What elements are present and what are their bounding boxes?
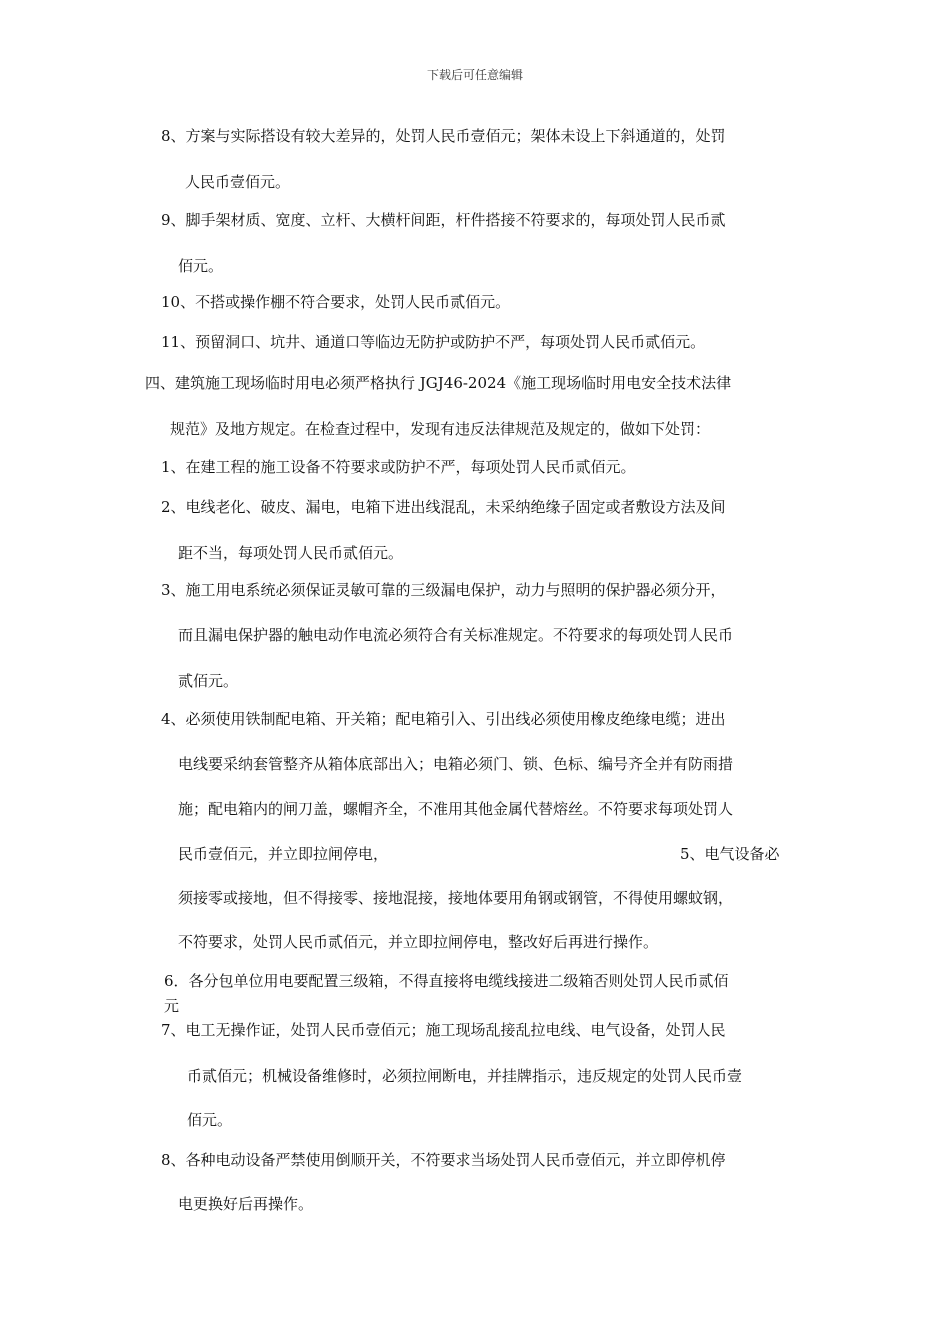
text-line: 电更换好后再操作。 [178, 1195, 314, 1213]
text-line: 3、施工用电系统必须保证灵敏可靠的三级漏电保护，动力与照明的保护器必须分开， [161, 581, 726, 599]
text-line: 须接零或接地，但不得接零、接地混接，接地体要用角钢或钢管，不得使用螺蚊钢， [178, 889, 734, 907]
text-line: 元 [164, 997, 180, 1015]
text-line: 9、脚手架材质、宽度、立杆、大横杆间距，杆件搭接不符要求的，每项处罚人民币贰 [161, 211, 726, 229]
text-line: 4、必须使用铁制配电箱、开关箱；配电箱引入、引出线必须使用橡皮绝缘电缆；进出 [161, 710, 726, 728]
text-line: 施；配电箱内的闸刀盖，螺帽齐全，不准用其他金属代替熔丝。不符要求每项处罚人 [178, 800, 734, 818]
text-line: 四、建筑施工现场临时用电必须严格执行 JGJ46-2024《施工现场临时用电安全技术法律 [145, 374, 732, 392]
text-line: 而且漏电保护器的触电动作电流必须符合有关标准规定。不符要求的每项处罚人民币 [178, 626, 734, 644]
text-line: 8、方案与实际搭设有较大差异的，处罚人民币壹佰元；架体未设上下斜通道的，处罚 [161, 127, 726, 145]
text-line: 佰元。 [187, 1111, 233, 1129]
text-line: 1、在建工程的施工设备不符要求或防护不严，每项处罚人民币贰佰元。 [161, 458, 636, 476]
text-line: 11、预留洞口、坑井、通道口等临边无防护或防护不严，每项处罚人民币贰佰元。 [161, 333, 706, 351]
text-line: 贰佰元。 [178, 672, 239, 690]
text-line: 10、不搭或操作棚不符合要求，处罚人民币贰佰元。 [161, 293, 511, 311]
text-line: 2、电线老化、破皮、漏电，电箱下进出线混乱，未采纳绝缘子固定或者敷设方法及间 [161, 498, 726, 516]
text-line: 民币壹佰元，并立即拉闸停电， [178, 845, 389, 863]
text-line: 距不当，每项处罚人民币贰佰元。 [178, 544, 404, 562]
text-line: 人民币壹佰元。 [185, 173, 291, 191]
text-line: 电线要采纳套管整齐从箱体底部出入；电箱必须门、锁、色标、编号齐全并有防雨措 [178, 755, 734, 773]
text-line: 6．各分包单位用电要配置三级箱，不得直接将电缆线接进二级箱否则处罚人民币贰佰 [164, 972, 729, 990]
text-line: 币贰佰元；机械设备维修时，必须拉闸断电，并挂牌指示，违反规定的处罚人民币壹 [187, 1067, 743, 1085]
text-line: 不符要求，处罚人民币贰佰元，并立即拉闸停电，整改好后再进行操作。 [178, 933, 659, 951]
text-line: 8、各种电动设备严禁使用倒顺开关，不符要求当场处罚人民币壹佰元，并立即停机停 [161, 1151, 726, 1169]
page-header: 下载后可任意编辑 [426, 68, 523, 82]
text-line: 5、电气设备必 [680, 845, 780, 863]
text-line: 佰元。 [178, 257, 224, 275]
text-line: 7、电工无操作证，处罚人民币壹佰元；施工现场乱接乱拉电线、电气设备，处罚人民 [161, 1021, 726, 1039]
text-line: 规范》及地方规定。在检查过程中，发现有违反法律规范及规定的，做如下处罚： [170, 420, 711, 438]
